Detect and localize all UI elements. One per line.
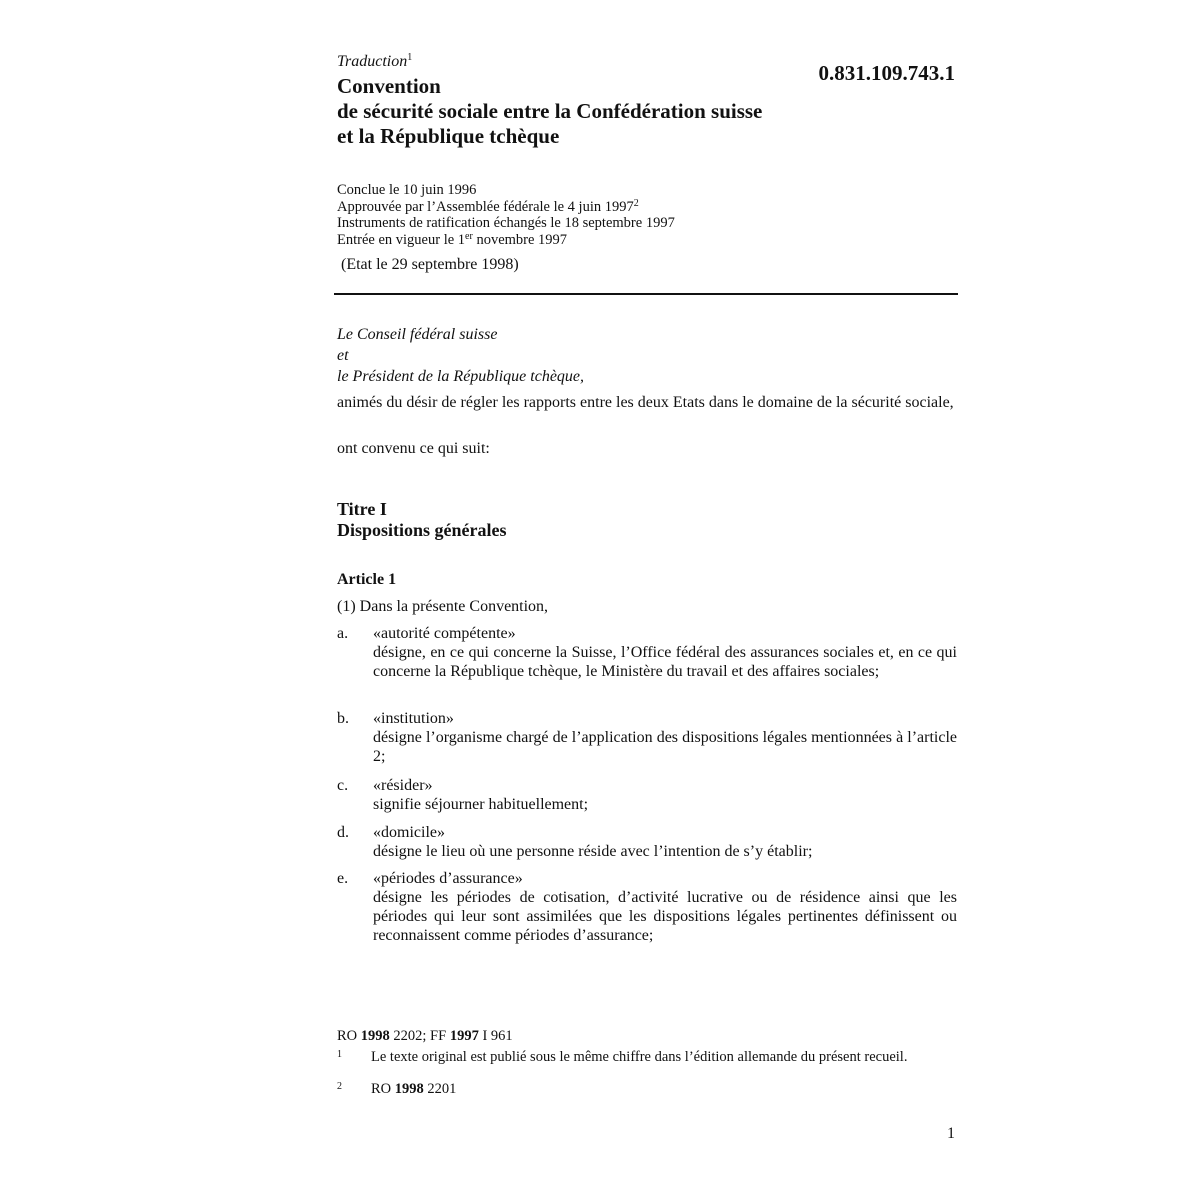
definition-item: b. «institution» désigne l’organisme chargé de l’application des dispositions légales mentionnées à l’article 2; (337, 710, 957, 765)
title-section-heading: Titre I Dispositions générales (337, 499, 507, 540)
article-heading: Article 1 (337, 571, 397, 588)
party-czech: le Président de la République tchèque, (337, 368, 585, 385)
definition-item: d. «domicile» désigne le lieu où une personne réside avec l’intention de s’y établir; (337, 823, 957, 861)
definition-item: a. «autorité compétente» désigne, en ce qui concerne la Suisse, l’Office fédéral des assurances sociales et, en ce qui concerne la République tchèque, le Ministère du travail et des affaires sociales; (337, 625, 957, 680)
definition-text: désigne l’organisme chargé de l’application des dispositions légales mentionnées à l’article 2; (373, 729, 957, 765)
party-conjunction: et (337, 347, 349, 364)
approved-date: Approuvée par l’Assemblée fédérale le 4 juin 1997$^2$ (337, 197, 639, 215)
page-number: 1 (947, 1125, 955, 1142)
title-line-2: de sécurité sociale entre la Confédération suisse (337, 99, 763, 123)
definition-term: «résider» (373, 777, 433, 794)
preamble-intent: animés du désir de régler les rapports entre les deux Etats dans le domaine de la sécurité sociale, (337, 394, 954, 411)
footnote-1: 1 Le texte original est publié sous le même chiffre dans l’édition allemande du présent recueil. (337, 1049, 908, 1065)
official-compilation-reference: RO 1998 2202; FF 1997 I 961 (337, 1028, 513, 1044)
definition-term: «autorité compétente» (373, 625, 516, 642)
footnote-ref-1[interactable]: 1 (407, 52, 413, 63)
translation-label: Traduction$^1$ (337, 52, 413, 70)
header-divider (334, 293, 958, 295)
title-line-3: et la République tchèque (337, 124, 560, 148)
definition-text: signifie séjourner habituellement; (373, 796, 589, 813)
document-number: 0.831.109.743.1 (818, 61, 955, 85)
party-swiss: Le Conseil fédéral suisse (337, 326, 498, 343)
definition-item: e. «périodes d’assurance» désigne les périodes de cotisation, d’activité lucrative ou de résidence ainsi que les périodes qui leur sont assimilées que les dispositions légales pertinentes définissent ou reconnaissent comme périodes d’assurance; (337, 870, 957, 944)
entry-into-force-date: Entrée en vigueur le 1er novembre 1997 (337, 230, 568, 248)
definition-term: «périodes d’assurance» (373, 870, 523, 887)
definition-text: désigne les périodes de cotisation, d’activité lucrative ou de résidence ainsi que les périodes qui leur sont assimilées que les dispositions légales pertinentes définissent ou reconnaissent comme périodes d’assurance; (373, 889, 957, 944)
ratification-date: Instruments de ratification échangés le 18 septembre 1997 (337, 215, 675, 231)
definition-text: désigne, en ce qui concerne la Suisse, l’Office fédéral des assurances sociales et, en ce qui concerne la République tchèque, le Ministère du travail et des affaires sociales; (373, 644, 957, 680)
status-date: (Etat le 29 septembre 1998) (341, 256, 519, 273)
preamble-agreed: ont convenu ce qui suit: (337, 440, 490, 457)
concluded-date: Conclue le 10 juin 1996 (337, 182, 477, 198)
definition-term: «domicile» (373, 824, 445, 841)
article-intro: (1) Dans la présente Convention, (337, 598, 549, 615)
footnote-2: 2 RO 1998 2201 (337, 1081, 457, 1097)
document-metadata (337, 182, 675, 248)
definition-term: «institution» (373, 710, 454, 727)
definition-text: désigne le lieu où une personne réside avec l’intention de s’y établir; (373, 843, 813, 860)
definition-item: c. «résider» signifie séjourner habituellement; (337, 776, 957, 814)
document-title (337, 74, 762, 149)
footnote-ref-2[interactable]: 2 (633, 197, 639, 209)
title-line-1: Convention (337, 74, 441, 98)
